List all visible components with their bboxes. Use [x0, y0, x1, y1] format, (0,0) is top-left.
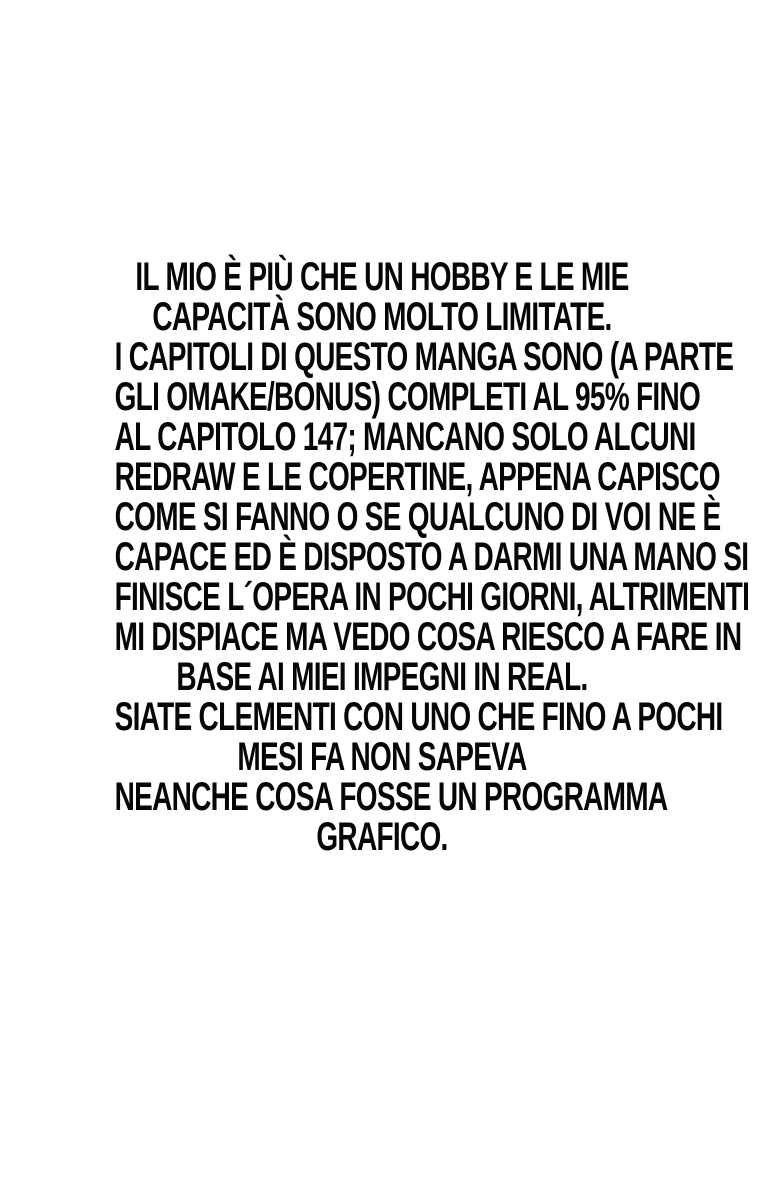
note-line: CAPACITÀ SONO MOLTO LIMITATE.	[152, 295, 612, 339]
note-line: REDRAW E LE COPERTINE, APPENA CAPISCO	[114, 455, 720, 499]
note-line: AL CAPITOLO 147; MANCANO SOLO ALCUNI	[114, 415, 696, 459]
note-line: IL MIO È PIÙ CHE UN HOBBY E LE MIE	[135, 255, 629, 299]
note-line: NEANCHE COSA FOSSE UN PROGRAMMA	[114, 775, 668, 819]
note-line: BASE AI MIEI IMPEGNI IN REAL.	[176, 655, 588, 699]
note-line: CAPACE ED È DISPOSTO A DARMI UNA MANO SI	[114, 535, 749, 579]
note-line: MI DISPIACE MA VEDO COSA RIESCO A FARE IN	[114, 615, 742, 659]
scanlation-note-text	[114, 255, 750, 859]
note-line: MESI FA NON SAPEVA	[237, 735, 527, 779]
note-line: COME SI FANNO O SE QUALCUNO DI VOI NE È	[114, 495, 721, 539]
note-line: GRAFICO.	[316, 815, 448, 859]
note-line: I CAPITOLI DI QUESTO MANGA SONO (A PARTE	[114, 335, 734, 379]
note-line: FINISCE L´OPERA IN POCHI GIORNI, ALTRIMENTI	[114, 575, 750, 619]
note-line: GLI OMAKE/BONUS) COMPLETI AL 95% FINO	[114, 375, 701, 419]
note-line: SIATE CLEMENTI CON UNO CHE FINO A POCHI	[114, 695, 723, 739]
